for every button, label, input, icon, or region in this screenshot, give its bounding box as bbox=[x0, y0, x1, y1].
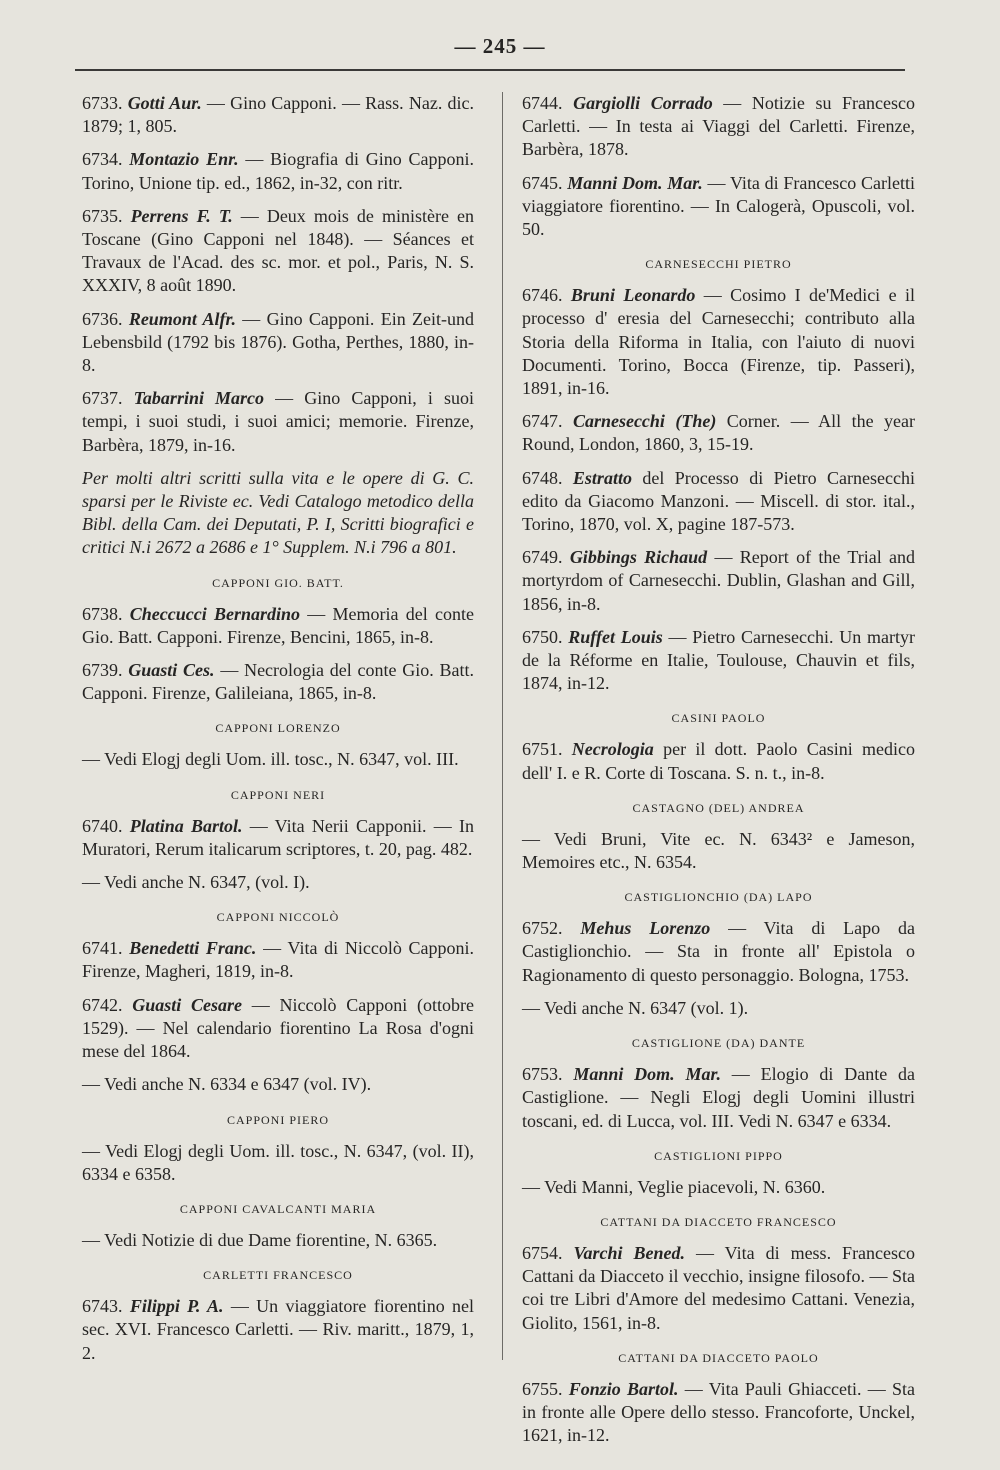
entry-number: 6736. bbox=[82, 308, 123, 329]
bibliography-entry bbox=[522, 410, 915, 456]
entry-number: 6735. bbox=[82, 205, 123, 226]
entry-author: Manni Dom. Mar. bbox=[573, 1064, 721, 1085]
entry-author: Platina Bartol. bbox=[129, 815, 243, 836]
entry-author: Gargiolli Corrado bbox=[573, 93, 713, 113]
entry-author: Guasti Ces. bbox=[128, 660, 215, 681]
section-heading: CASTIGLIONCHIO (DA) LAPO bbox=[624, 890, 813, 905]
entry-text: — Gino Capponi, i suoi tempi, i suoi studi, i suoi amici; memorie. Firenze, Barbèra, 1879, in-16. bbox=[82, 388, 474, 455]
bibliography-entry bbox=[82, 387, 474, 457]
entry-text: — Vita di Lapo da Castiglionchio. — Sta in fronte all' Epistola o Ragionamento di questo personaggio. Bologna, 1753. bbox=[522, 918, 915, 985]
see-also-reference: — Vedi Bruni, Vite ec. N. 6343² e Jameson, Memoires etc., N. 6354. bbox=[522, 828, 915, 873]
bibliography-entry bbox=[522, 546, 915, 616]
see-also-reference: — Vedi anche N. 6334 e 6347 (vol. IV). bbox=[82, 1074, 372, 1095]
entry-number: 6734. bbox=[82, 149, 123, 170]
section-heading: CAPPONI GIO. BATT. bbox=[212, 575, 344, 590]
entry-author: Montazio Enr. bbox=[129, 149, 239, 170]
bibliography-entry bbox=[522, 738, 915, 784]
entry-text: Corner. — All the year Round, London, 1860, 3, 15-19. bbox=[522, 411, 915, 455]
entry-text: — Niccolò Capponi (ottobre 1529). — Nel calendario fiorentino La Rosa d'ogni mese del 1864. bbox=[82, 994, 475, 1062]
entry-author: Benedetti Franc. bbox=[129, 938, 257, 959]
entry-author: Gibbings Richaud bbox=[569, 547, 708, 568]
bibliography-entry bbox=[522, 92, 915, 162]
entry-text: — Gino Capponi. — Rass. Naz. dic. 1879; 1, 805. bbox=[82, 93, 474, 137]
bibliography-entry bbox=[82, 603, 474, 649]
entry-number: 6748. bbox=[522, 467, 563, 488]
see-also-reference: — Vedi Notizie di due Dame fiorentine, N. 6365. bbox=[82, 1229, 438, 1250]
section-heading: CATTANI DA DIACCETO PAOLO bbox=[618, 1350, 819, 1365]
section-heading: CARLETTI FRANCESCO bbox=[203, 1268, 353, 1283]
section-heading: CASTIGLIONE (DA) DANTE bbox=[631, 1036, 806, 1051]
entry-author: Estratto bbox=[572, 467, 632, 488]
entry-number: 6743. bbox=[82, 1296, 123, 1317]
section-heading: CAPPONI NERI bbox=[230, 787, 326, 802]
section-heading: CARNESECCHI PIETRO bbox=[645, 257, 792, 272]
bibliography-entry bbox=[82, 659, 474, 705]
column-divider bbox=[502, 92, 503, 1360]
entry-number: 6738. bbox=[82, 603, 123, 624]
entry-text: — Vita Nerii Capponii. — In Muratori, Rerum italicarum scriptores, t. 20, pag. 482. bbox=[82, 815, 475, 859]
see-also-reference: — Vedi anche N. 6347 (vol. 1). bbox=[522, 997, 749, 1018]
see-also-reference: — Vedi Elogj degli Uom. ill. tosc., N. 6347, (vol. II), 6334 e 6358. bbox=[82, 1140, 474, 1184]
entry-author: Filippi P. A. bbox=[129, 1296, 224, 1317]
entry-number: 6741. bbox=[82, 938, 123, 959]
entry-author: Fonzio Bartol. bbox=[568, 1378, 679, 1399]
see-also-reference: — Vedi Manni, Veglie piacevoli, N. 6360. bbox=[522, 1176, 826, 1197]
bibliography-entry bbox=[522, 626, 915, 696]
section-heading: CATTANI DA DIACCETO FRANCESCO bbox=[600, 1214, 837, 1229]
entry-number: 6755. bbox=[522, 1378, 563, 1399]
bibliography-entry bbox=[522, 467, 915, 537]
entry-number: 6754. bbox=[522, 1242, 563, 1263]
bibliography-entry bbox=[82, 148, 474, 194]
entry-text: per il dott. Paolo Casini medico dell' I. e R. Corte di Toscana. S. n. t., in-8. bbox=[522, 739, 915, 783]
bibliography-entry bbox=[82, 205, 474, 298]
entry-text: — Elogio di Dante da Castiglione. — Negli Elogj degli Uomini illustri toscani, ed. di Lucca, vol. III. Vedi N. 6347 e 6334. bbox=[522, 1064, 916, 1131]
entry-author: Reumont Alfr. bbox=[128, 308, 236, 329]
entry-number: 6744. bbox=[522, 93, 563, 113]
entry-number: 6733. bbox=[82, 93, 123, 113]
entry-number: 6747. bbox=[522, 411, 563, 432]
entry-number: 6753. bbox=[522, 1064, 563, 1085]
section-heading: CAPPONI NICCOLÒ bbox=[216, 910, 340, 925]
entry-author: Ruffet Louis bbox=[568, 626, 663, 647]
entry-text: del Processo di Pietro Carnesecchi edito da Giacomo Manzoni. — Miscell. di stor. ital., Torino, 1870, vol. X, pagine 187-573. bbox=[522, 467, 915, 535]
entry-text: — Vita di Francesco Carletti viaggiatore fiorentino. — In Calogerà, Opuscoli, vol. 50. bbox=[522, 172, 916, 240]
entry-author: Perrens F. T. bbox=[130, 205, 233, 226]
bibliography-entry bbox=[522, 917, 915, 987]
entry-text: — Cosimo I de'Medici e il processo d' eresia del Carnesecchi; contributo alla Storia della Riforma in Italia, con l'aiuto di nuovi Documenti. Torino, Bocca (Firenze, tip. Passeri), 1891, in-16. bbox=[522, 285, 915, 399]
entry-author: Varchi Bened. bbox=[573, 1242, 686, 1263]
entry-text: — Notizie su Francesco Carletti. — In testa ai Viaggi del Carletti. Firenze, Barbèra, 1878. bbox=[522, 93, 916, 160]
entry-author: Checcucci Bernardino bbox=[129, 603, 301, 624]
entry-text: — Vita di Niccolò Capponi. Firenze, Magheri, 1819, in-8. bbox=[82, 938, 475, 982]
bibliography-entry bbox=[522, 1242, 915, 1335]
entry-text: — Vita di mess. Francesco Cattani da Diacceto il vecchio, insigne filosofo. — Sta coi tre Libri d'Amore del medesimo Cattani. Venezia, Giolito, 1561, in-8. bbox=[522, 1242, 916, 1333]
entry-number: 6746. bbox=[522, 285, 563, 306]
bibliography-entry bbox=[82, 937, 474, 983]
entry-author: Gotti Aur. bbox=[127, 93, 202, 113]
entry-number: 6737. bbox=[82, 388, 123, 409]
entry-number: 6739. bbox=[82, 660, 123, 681]
section-heading: CASTAGNO (DEL) ANDREA bbox=[632, 800, 805, 815]
entry-text: — Un viaggiatore fiorentino nel sec. XVI. Francesco Carletti. — Riv. maritt., 1879, 1, 2. bbox=[82, 1296, 475, 1363]
entry-text: — Biografia di Gino Capponi. Torino, Unione tip. ed., 1862, in-32, con ritr. bbox=[82, 149, 474, 193]
section-heading: CAPPONI PIERO bbox=[226, 1112, 329, 1127]
entry-author: Carnesecchi (The) bbox=[572, 411, 717, 432]
entry-author: Tabarrini Marco bbox=[133, 388, 265, 409]
bibliography-entry bbox=[522, 1378, 915, 1448]
entry-author: Bruni Leonardo bbox=[570, 285, 696, 306]
left-column bbox=[82, 92, 474, 1375]
page-number: — 245 — bbox=[454, 34, 546, 58]
entry-number: 6740. bbox=[82, 815, 123, 836]
right-column bbox=[522, 92, 915, 1457]
entry-author: Necrologia bbox=[571, 739, 654, 760]
entry-author: Manni Dom. Mar. bbox=[567, 172, 703, 193]
entry-text: — Necrologia del conte Gio. Batt. Capponi. Firenze, Galileiana, 1865, in-8. bbox=[82, 660, 475, 704]
entry-text: — Vita Pauli Ghiacceti. — Sta in fronte alle Opere dello stesso. Francoforte, Unckel, 1621, in-12. bbox=[522, 1378, 916, 1446]
see-also-reference: — Vedi Elogj degli Uom. ill. tosc., N. 6347, vol. III. bbox=[82, 749, 459, 770]
entry-author: Guasti Cesare bbox=[132, 994, 243, 1015]
entry-author: Mehus Lorenzo bbox=[580, 918, 711, 939]
editorial-note: Per molti altri scritti sulla vita e le opere di G. C. sparsi per le Riviste ec. Vedi Catalogo metodico della Bibl. della Cam. dei Deputati, P. I, Scritti biografici e critici N.i 2672 a 2686 e 1° Supplem. N.i 796 a 801. bbox=[82, 467, 474, 558]
bibliography-entry bbox=[522, 1063, 915, 1133]
bibliography-entry bbox=[82, 92, 474, 138]
entry-number: 6749. bbox=[522, 547, 563, 568]
section-heading: CASTIGLIONI PIPPO bbox=[654, 1148, 783, 1163]
bibliography-entry bbox=[82, 994, 474, 1064]
entry-text: — Gino Capponi. Ein Zeit-und Lebensbild (1792 bis 1876). Gotha, Perthes, 1880, in-8. bbox=[82, 308, 474, 376]
entry-text: — Pietro Carnesecchi. Un martyr de la Réforme en Italie, Toulouse, Chauvin et fils, 1874, in-12. bbox=[522, 626, 916, 694]
entry-text: — Report of the Trial and mortyrdom of Carnesecchi. Dublin, Glashan and Gill, 1856, in-8. bbox=[522, 547, 915, 614]
bibliography-entry bbox=[522, 284, 915, 400]
entry-number: 6750. bbox=[522, 626, 563, 647]
entry-text: — Deux mois de ministère en Toscane (Gino Capponi nel 1848). — Séances et Travaux de l'Acad. des sc. mor. et pol., Paris, N. S. XXXIV, 8 août 1890. bbox=[82, 205, 474, 296]
entry-number: 6745. bbox=[522, 172, 563, 193]
see-also-reference: — Vedi anche N. 6347, (vol. I). bbox=[82, 872, 310, 893]
entry-number: 6742. bbox=[82, 994, 123, 1015]
section-heading: CAPPONI LORENZO bbox=[215, 721, 341, 736]
section-heading: CAPPONI CAVALCANTI MARIA bbox=[179, 1201, 377, 1216]
bibliography-entry bbox=[82, 815, 474, 861]
bibliography-entry bbox=[82, 308, 474, 378]
entry-number: 6751. bbox=[522, 739, 563, 760]
entry-number: 6752. bbox=[522, 918, 563, 939]
section-heading: CASINI PAOLO bbox=[671, 711, 766, 726]
bibliography-entry bbox=[522, 172, 915, 242]
bibliography-entry bbox=[82, 1295, 474, 1365]
entry-text: — Memoria del conte Gio. Batt. Capponi. Firenze, Bencini, 1865, in-8. bbox=[82, 603, 475, 647]
header-rule bbox=[75, 69, 905, 71]
